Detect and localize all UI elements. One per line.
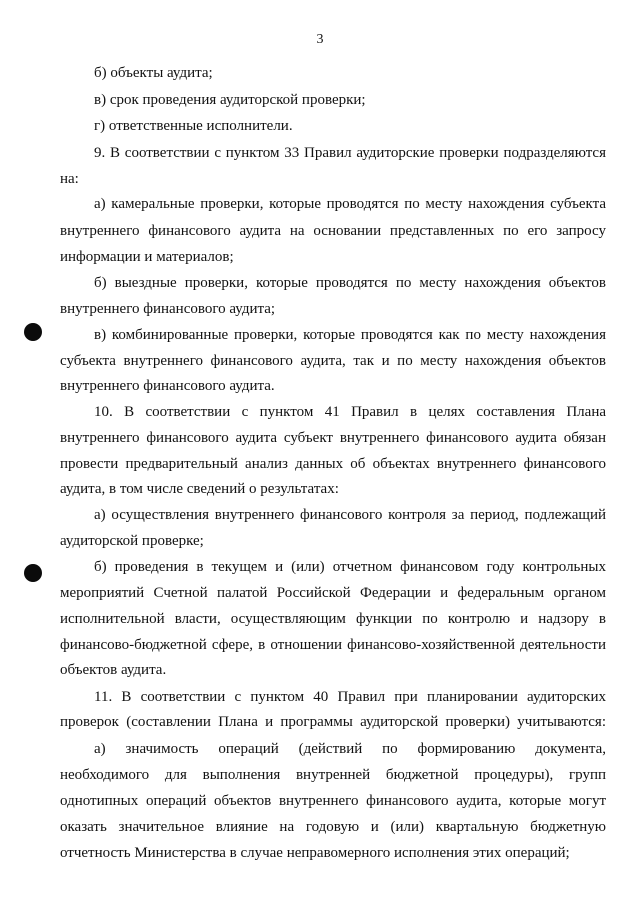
- text-line: а) камеральные проверки, которые проводятся по месту нахождения субъекта: [94, 196, 606, 212]
- text-line: информации и материалов;: [60, 249, 234, 265]
- text-line: б) проведения в текущем и (или) отчетном финансовом году контрольных: [94, 559, 606, 575]
- punch-hole-bottom: [24, 564, 42, 582]
- text-line: исполнительной власти, осуществляющим функции по контролю и надзору в: [60, 611, 606, 627]
- text-line: б) выездные проверки, которые проводятся по месту нахождения объектов: [94, 275, 606, 291]
- text-line: а) осуществления внутреннего финансового контроля за период, подлежащий: [94, 507, 606, 523]
- text-line: субъекта внутреннего финансового аудита, так и по месту нахождения объектов: [60, 353, 606, 369]
- text-line: объектов аудита.: [60, 662, 167, 678]
- text-line: провести предварительный анализ данных об объектах внутреннего финансового: [60, 456, 606, 472]
- text-line: а) значимость операций (действий по формированию документа,: [94, 741, 606, 757]
- text-line: проверок (составлении Плана и программы аудиторской проверки) учитываются:: [60, 714, 606, 730]
- page-number: 3: [316, 32, 324, 47]
- text-line: на:: [60, 171, 79, 187]
- text-line: в) комбинированные проверки, которые проводятся как по месту нахождения: [94, 327, 606, 343]
- text-line: 11. В соответствии с пунктом 40 Правил при планировании аудиторских: [94, 689, 606, 705]
- text-line: оказать значительное влияние на годовую и (или) квартальную бюджетную: [60, 819, 606, 835]
- text-line: внутреннего финансового аудита.: [60, 378, 275, 394]
- text-line: г) ответственные исполнители.: [94, 118, 293, 134]
- text-line: мероприятий Счетной палатой Российской Федерации и федеральным органом: [60, 585, 606, 601]
- punch-hole-top: [24, 323, 42, 341]
- text-line: аудиторской проверке;: [60, 533, 204, 549]
- text-line: аудита, в том числе сведений о результатах:: [60, 481, 339, 497]
- text-line: отчетность Министерства в случае неправомерного исполнения этих операций;: [60, 845, 570, 861]
- text-line: б) объекты аудита;: [94, 65, 213, 81]
- text-line: внутреннего финансового аудита;: [60, 301, 276, 317]
- text-line: внутреннего финансового аудита на основании представленных по его запросу: [60, 223, 606, 239]
- text-line: однотипных операций объектов внутреннего финансового аудита, которые могут: [60, 793, 606, 809]
- text-line: 9. В соответствии с пунктом 33 Правил аудиторские проверки подразделяются: [94, 145, 606, 161]
- text-line: внутреннего финансового аудита субъект внутреннего финансового аудита обязан: [60, 430, 606, 446]
- text-line: необходимого для выполнения внутренней бюджетной процедуры), групп: [60, 767, 606, 783]
- text-line: в) срок проведения аудиторской проверки;: [94, 92, 366, 108]
- text-line: 10. В соответствии с пунктом 41 Правил в целях составления Плана: [94, 404, 606, 420]
- text-line: финансово-бюджетной сфере, в отношении финансово-хозяйственной деятельности: [60, 637, 606, 653]
